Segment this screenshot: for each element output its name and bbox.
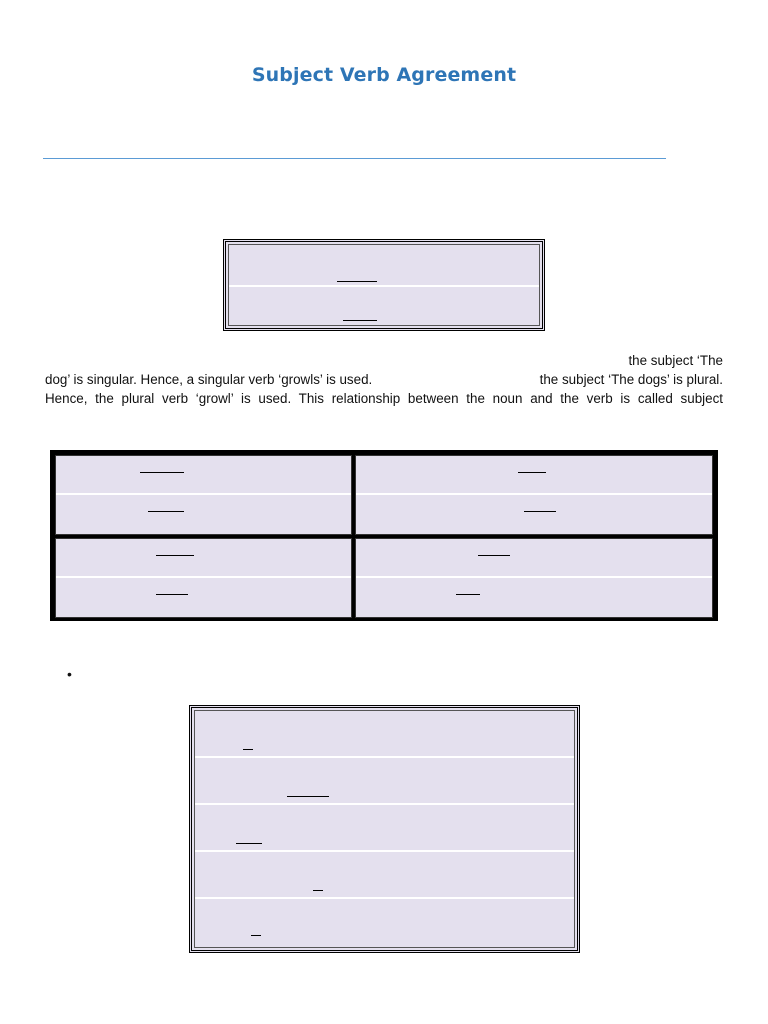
example-row bbox=[229, 287, 539, 327]
answer-blank bbox=[518, 472, 546, 473]
paragraph-line: the subject ‘The dogs’ is plural. bbox=[539, 372, 723, 387]
example-row bbox=[229, 245, 539, 287]
exercise-row bbox=[195, 805, 574, 852]
example-box-1 bbox=[223, 239, 545, 331]
exercise-row bbox=[195, 852, 574, 899]
answer-blank bbox=[156, 594, 188, 595]
exercise-row bbox=[195, 899, 574, 945]
paragraph-line: the subject ‘The bbox=[628, 353, 723, 368]
exercise-row bbox=[195, 711, 574, 758]
answer-blank bbox=[243, 749, 253, 750]
answer-blank bbox=[313, 890, 323, 891]
title-divider bbox=[43, 158, 666, 159]
answer-blank bbox=[236, 843, 262, 844]
answer-blank bbox=[456, 594, 480, 595]
grid-cell bbox=[55, 455, 352, 535]
exercise-box bbox=[189, 705, 580, 953]
answer-blank bbox=[524, 511, 556, 512]
answer-blank bbox=[337, 281, 377, 282]
examples-grid bbox=[50, 450, 718, 621]
answer-blank bbox=[156, 555, 194, 556]
grid-cell bbox=[355, 538, 713, 618]
answer-blank bbox=[287, 796, 329, 797]
exercise-row bbox=[195, 758, 574, 805]
answer-blank bbox=[140, 472, 184, 473]
paragraph-line: Hence, the plural verb ‘growl’ is used. This relationship between the noun and the verb is called subject bbox=[45, 391, 723, 406]
paragraph-line: dog’ is singular. Hence, a singular verb ‘growls’ is used. bbox=[45, 372, 373, 387]
grid-cell bbox=[355, 455, 713, 535]
bullet-point: • bbox=[67, 666, 72, 682]
answer-blank bbox=[251, 935, 261, 936]
answer-blank bbox=[343, 320, 377, 321]
explanation-paragraph bbox=[45, 351, 723, 408]
page-title: Subject Verb Agreement bbox=[251, 64, 517, 86]
answer-blank bbox=[478, 555, 510, 556]
grid-cell bbox=[55, 538, 352, 618]
answer-blank bbox=[148, 511, 184, 512]
